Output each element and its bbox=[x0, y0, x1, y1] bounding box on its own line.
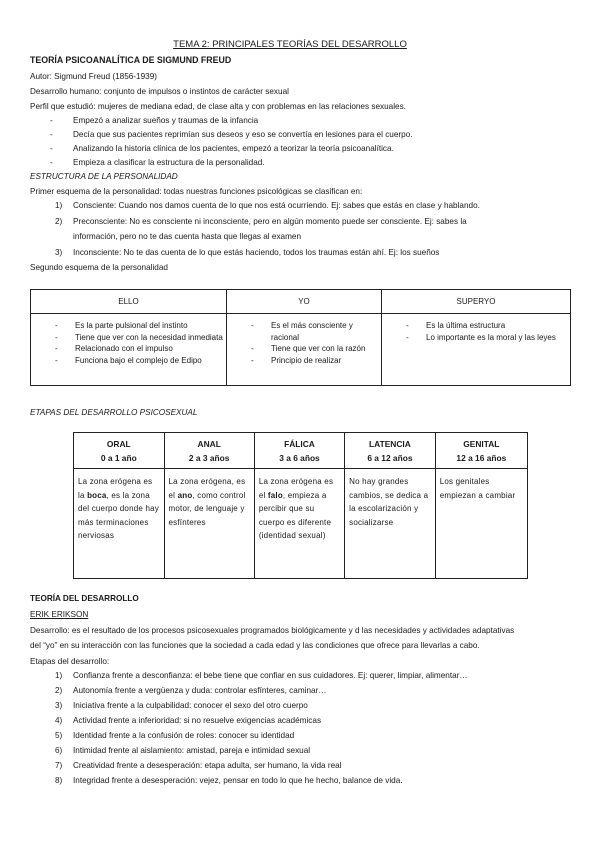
stage-name: ORAL bbox=[106, 438, 131, 449]
bullet-text: Es la parte pulsional del instinto bbox=[75, 321, 188, 330]
item-number: 2) bbox=[55, 686, 63, 695]
erikson-heading: TEORÍA DEL DESARROLLO bbox=[30, 594, 139, 603]
bullet-text: Funciona bajo el complejo de Edipo bbox=[75, 355, 202, 365]
header-yo: YO bbox=[227, 290, 382, 314]
freud-autor: Autor: Sigmund Freud (1856-1939) bbox=[30, 72, 157, 81]
stage-age: 3 a 6 años bbox=[279, 452, 320, 463]
erikson-stage: Autonomía frente a vergüenza y duda: controlar esfínteres, caminar… bbox=[73, 686, 327, 695]
stage-header bbox=[254, 433, 344, 469]
primer-esquema: Primer esquema de la personalidad: todas nuestras funciones psicológicas se clasifican en: bbox=[30, 187, 363, 196]
header-ello: ELLO bbox=[31, 290, 227, 314]
bullet-text: Tiene que ver con la razón bbox=[271, 344, 366, 353]
stage-name: ANAL bbox=[197, 438, 221, 449]
personality-table bbox=[30, 289, 571, 386]
freud-bullet: Empieza a clasificar la estructura de la personalidad. bbox=[73, 158, 265, 167]
estructura-heading: ESTRUCTURA DE LA PERSONALIDAD bbox=[30, 172, 178, 181]
stage-age: 6 a 12 años bbox=[367, 452, 413, 463]
etapas-heading: ETAPAS DEL DESARROLLO PSICOSEXUAL bbox=[30, 408, 198, 417]
bullet-dash: - bbox=[50, 130, 53, 139]
desc-text: No hay grandes cambios, se dedica a la escolarización y socializarse bbox=[349, 477, 429, 527]
erikson-desc-1: Desarrollo: es el resultado de los procesos psicosexuales programados biológicamente y d las necesidades y actividades adaptativas bbox=[30, 626, 515, 635]
item-number: 6) bbox=[55, 746, 63, 755]
item-number: 4) bbox=[55, 716, 63, 725]
psychosexual-stages-table bbox=[73, 432, 528, 579]
bullet-dash: - bbox=[50, 158, 53, 167]
header-superyo: SUPERYO bbox=[382, 290, 571, 314]
desc-text: La zona erógena, es el bbox=[168, 477, 246, 500]
table-bullet bbox=[31, 355, 226, 367]
stage-header bbox=[74, 433, 165, 469]
stage-age: 0 a 1 año bbox=[100, 452, 137, 463]
segundo-esquema: Segundo esquema de la personalidad bbox=[30, 263, 168, 272]
stage-description bbox=[74, 469, 165, 579]
bullet-dash: - bbox=[251, 344, 254, 353]
item-number: 8) bbox=[55, 776, 63, 785]
desc-text: La zona erógena es la bbox=[78, 477, 153, 500]
stage-description bbox=[164, 469, 254, 579]
desc-bold: boca bbox=[87, 490, 107, 500]
desc-text: , empieza a percibir que su cuerpo es diferente (identidad sexual) bbox=[258, 490, 332, 541]
bullet-dash: - bbox=[251, 321, 254, 330]
stage-description bbox=[345, 469, 436, 579]
bullet-dash: - bbox=[406, 321, 409, 330]
freud-bullet: Decía que sus pacientes reprimían sus deseos y eso se convertía en lesiones para el cuerpo. bbox=[73, 130, 413, 139]
stage-age: 2 a 3 años bbox=[188, 452, 230, 463]
consciousness-item: Inconsciente: No te das cuenta de lo que estás haciendo, todos los traumas están ahí. Ej: los sueños bbox=[73, 248, 440, 257]
table-bullet bbox=[227, 355, 381, 367]
bullet-text: Es la última estructura bbox=[426, 321, 506, 330]
item-number: 7) bbox=[55, 761, 63, 770]
bullet-dash: - bbox=[406, 332, 409, 342]
item-number: 5) bbox=[55, 731, 63, 740]
stage-name: GENITAL bbox=[463, 438, 500, 449]
erikson-author: ERIK ERIKSON bbox=[30, 610, 89, 619]
freud-bullet: Analizando la historia clínica de los pacientes, empezó a teorizar la teoría psicoanalítica. bbox=[73, 144, 394, 153]
bullet-dash: - bbox=[50, 144, 53, 153]
freud-bullet: Empezó a analizar sueños y traumas de la infancia bbox=[73, 116, 259, 125]
bullet-dash: - bbox=[55, 332, 58, 342]
table-bullet bbox=[227, 320, 381, 343]
item-number: 3) bbox=[55, 701, 63, 710]
bullet-text: Relacionado con el impulso bbox=[75, 344, 173, 353]
personality-cell-1 bbox=[227, 314, 382, 386]
table-bullet bbox=[31, 320, 226, 332]
erikson-stage: Iniciativa frente a la culpabilidad: conocer el sexo del otro cuerpo bbox=[73, 701, 308, 710]
item-number: 1) bbox=[55, 671, 63, 680]
desc-text: , como control motor, de lenguaje y esfínteres bbox=[168, 490, 246, 527]
table-bullet bbox=[382, 332, 570, 344]
bullet-text: Lo importante es la moral y las leyes bbox=[426, 332, 556, 342]
stage-header bbox=[435, 433, 527, 469]
erikson-stage: Intimidad frente al aislamiento: amistad, pareja e intimidad sexual bbox=[73, 746, 311, 755]
stage-header bbox=[345, 433, 436, 469]
bullet-text: Es el más consciente y racional bbox=[271, 321, 353, 342]
desc-text: , es la zona del cuerpo donde hay más terminaciones nerviosas bbox=[78, 490, 159, 541]
consciousness-item: Consciente: Cuando nos damos cuenta de lo que nos está ocurriendo. Ej: sabes que estás en clase y hablando. bbox=[73, 201, 480, 210]
item-number: 2) bbox=[55, 217, 63, 226]
table-bullet bbox=[382, 320, 570, 332]
erikson-desc-2: del “yo” en su interacción con las funciones que la sociedad a cada edad y las condiciones que ofrece para llevarlas a cabo. bbox=[30, 641, 480, 650]
erikson-stage: Actividad frente a inferioridad: si no resuelve exigencias académicas bbox=[73, 716, 322, 725]
item-number: 3) bbox=[55, 248, 63, 257]
erikson-stage: Confianza frente a desconfianza: el bebe tiene que confiar en sus cuidadores. Ej: querer, limpiar, alimentar… bbox=[73, 671, 468, 680]
freud-heading: TEORÍA PSICOANALÍTICA DE SIGMUND FREUD bbox=[30, 55, 232, 65]
table-bullet bbox=[31, 343, 226, 355]
stage-description bbox=[435, 469, 527, 579]
stage-description bbox=[254, 469, 344, 579]
page-title: TEMA 2: PRINCIPALES TEORÍAS DEL DESARROLLO bbox=[173, 39, 407, 50]
bullet-dash: - bbox=[55, 355, 58, 365]
personality-cell-0 bbox=[31, 314, 227, 386]
stage-age: 12 a 16 años bbox=[456, 452, 507, 463]
desc-text: Los genitales empiezan a cambiar bbox=[439, 477, 516, 500]
personality-cell-2 bbox=[382, 314, 571, 386]
item-number: 1) bbox=[55, 201, 63, 210]
freud-perfil: Perfil que estudió: mujeres de mediana edad, de clase alta y con problemas en las relaciones sexuales. bbox=[30, 102, 406, 111]
consciousness-item: Preconsciente: No es consciente ni inconsciente, pero en algún momento puede ser consciente. Ej: sabes la bbox=[73, 217, 467, 226]
desc-bold: ano bbox=[177, 490, 193, 500]
erikson-stage: Integridad frente a desesperación: vejez, pensar en todo lo que he hecho, balance de vida. bbox=[73, 776, 403, 785]
erikson-stage: Creatividad frente a desesperación: etapa adulta, ser humano, la vida real bbox=[73, 761, 342, 770]
stage-name: LATENCIA bbox=[369, 438, 411, 449]
stage-header bbox=[164, 433, 254, 469]
desc-bold: falo bbox=[267, 490, 283, 500]
stage-name: FÁLICA bbox=[284, 438, 315, 449]
desc-text: La zona erógena es el bbox=[258, 477, 334, 500]
bullet-text: Principio de realizar bbox=[271, 355, 342, 365]
bullet-dash: - bbox=[50, 116, 53, 125]
bullet-dash: - bbox=[55, 344, 58, 353]
consciousness-item-cont: información, pero no te das cuenta hasta que llegas al examen bbox=[73, 232, 302, 241]
bullet-dash: - bbox=[251, 355, 254, 365]
bullet-text: Tiene que ver con la necesidad inmediata bbox=[75, 332, 223, 342]
table-bullet bbox=[227, 343, 381, 355]
table-bullet bbox=[31, 332, 226, 344]
erikson-etapas-label: Etapas del desarrollo: bbox=[30, 657, 110, 666]
erikson-stage: Identidad frente a la confusión de roles: conocer su identidad bbox=[73, 731, 295, 740]
bullet-dash: - bbox=[55, 321, 58, 330]
freud-desarrollo: Desarrollo humano: conjunto de impulsos o instintos de carácter sexual bbox=[30, 87, 289, 96]
